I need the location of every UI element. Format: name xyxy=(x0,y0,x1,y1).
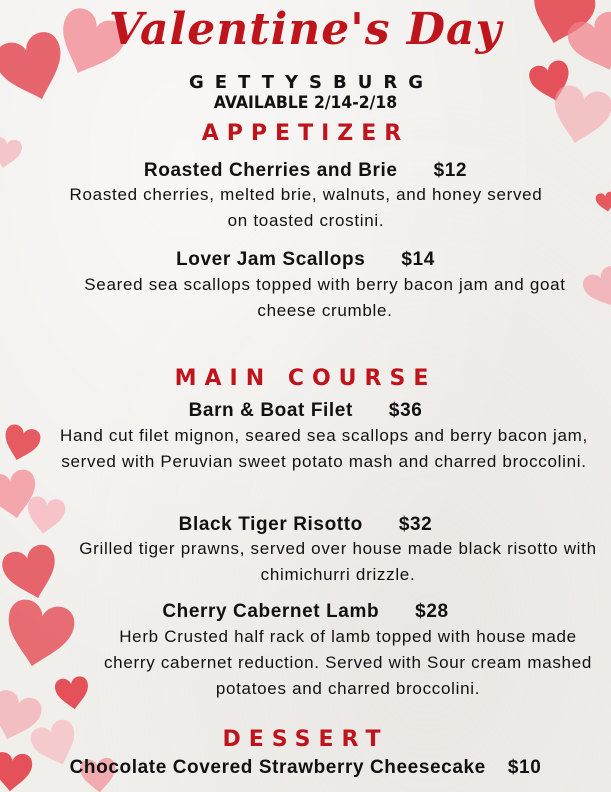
dish-description: Hand cut filet mignon, seared sea scallops and berry bacon jam, served with Peruvian sweet potato mash and charred broccolini. xyxy=(60,426,588,471)
dish-name: Chocolate Covered Strawberry Cheesecake xyxy=(69,757,486,778)
dish-description: Herb Crusted half rack of lamb topped with house made cherry cabernet reduction. Served with Sour cream mashed potatoes and charred broccolini. xyxy=(103,627,593,698)
dish-name: Lover Jam Scallops xyxy=(176,249,366,270)
section-heading-dessert: DESSERT xyxy=(222,727,389,752)
dish-price: $32 xyxy=(398,514,433,535)
dish-description: Seared sea scallops topped with berry bacon jam and goat cheese crumble. xyxy=(84,275,566,320)
location-label: GETTYSBURG xyxy=(188,72,434,93)
menu-item-name xyxy=(0,400,611,422)
dish-price: $28 xyxy=(415,601,449,622)
menu-title: Valentine's Day xyxy=(108,4,503,55)
availability-label: AVAILABLE 2/14-2/18 xyxy=(213,93,398,113)
menu-item-name xyxy=(0,757,611,779)
dish-name: Roasted Cherries and Brie xyxy=(143,160,398,181)
menu-item-name xyxy=(0,514,611,536)
section-heading-appetizer: APPETIZER xyxy=(201,121,410,146)
dish-name: Cherry Cabernet Lamb xyxy=(162,601,380,622)
menu-item-name xyxy=(0,249,611,271)
dish-name: Black Tiger Risotto xyxy=(178,514,363,535)
dish-description: Grilled tiger prawns, served over house made black risotto with chimichurri drizzle. xyxy=(79,539,597,584)
dish-price: $12 xyxy=(433,160,468,181)
section-heading-main-course: MAIN COURSE xyxy=(174,366,437,391)
dish-price: $36 xyxy=(388,400,423,421)
menu-item-name xyxy=(0,160,611,182)
dish-description: Roasted cherries, melted brie, walnuts, and honey served on toasted crostini. xyxy=(69,185,543,230)
menu-item-name xyxy=(0,601,611,623)
dish-name: Barn & Boat Filet xyxy=(188,400,353,421)
dish-price: $10 xyxy=(507,757,542,778)
dish-price: $14 xyxy=(401,249,435,270)
